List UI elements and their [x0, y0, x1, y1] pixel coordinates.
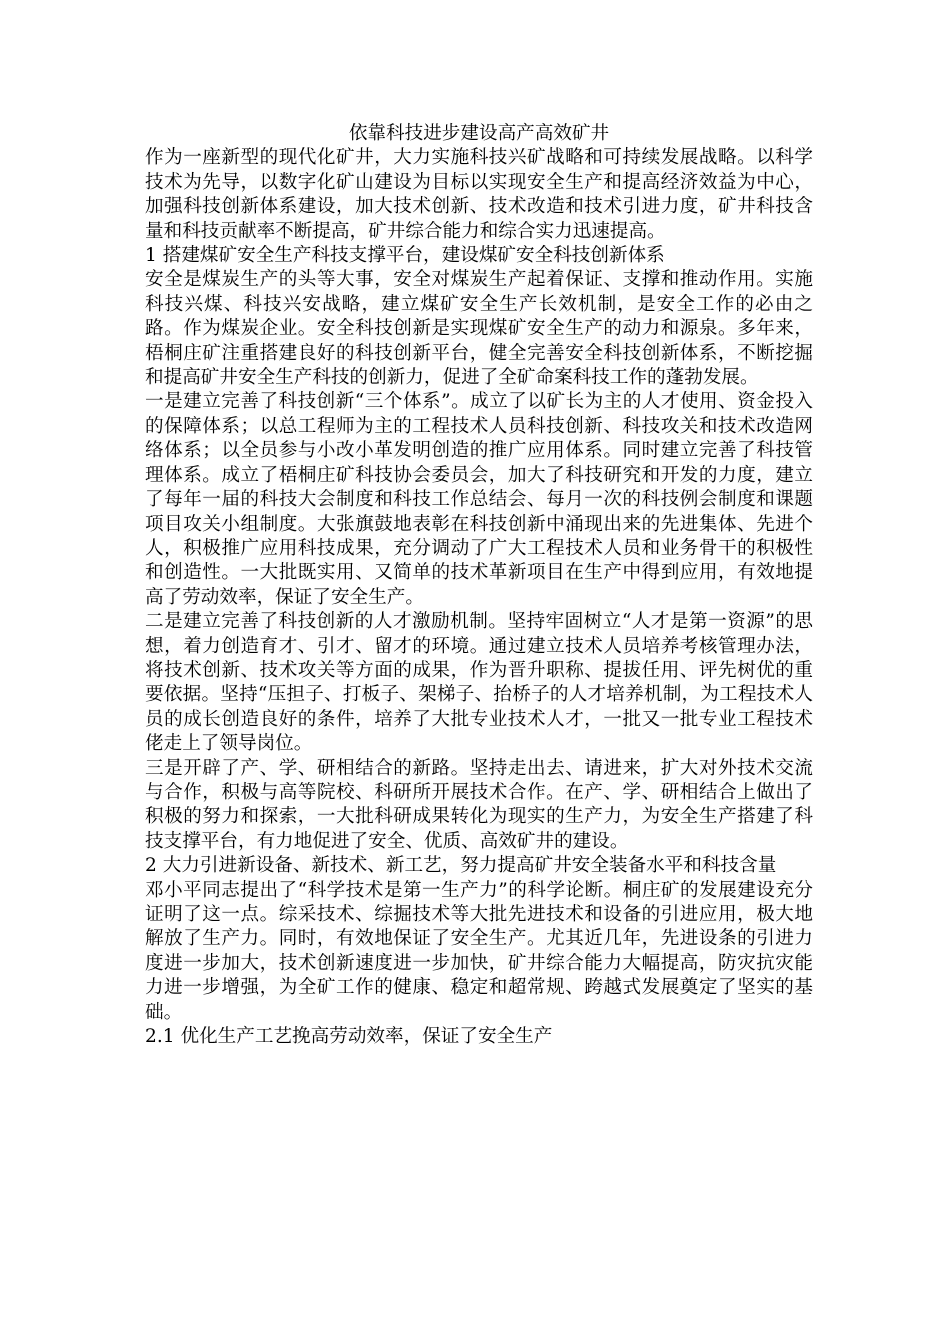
- section-1-heading: 1 搭建煤矿安全生产科技支撑平台，建设煤矿安全科技创新体系: [145, 245, 665, 267]
- section-2-1-heading: 2.1 优化生产工艺挽高劳动效率，保证了安全生产: [145, 1026, 553, 1048]
- section-2-paragraph: 邓小平同志提出了“科学技术是第一生产力”的科学论断。桐庄矿的发展建设充分证明了这一点。综采技术、综掘技术等大批先进技术和设备的引进应用，极大地解放了生产力。同时，有效地保证了安全生产。尤其近几年，先进设条的引进力度进一步加大，技术创新速度进一步加快，矿井综合能力大幅提高，防灾抗灾能力进一步增强，为全矿工作的健康、稳定和超常规、跨越式发展奠定了坚实的基础。: [145, 879, 813, 1023]
- talent-paragraph: 二是建立完善了科技创新的人才激励机制。坚持牢固树立“人才是第一资源”的思想，着力创造育才、引才、留才的环境。通过建立技术人员培养考核管理办法，将技术创新、技术攻关等方面的成果，作为晋升职称、提拔任用、评先树优的重要依据。坚持“压担子、打板子、架梯子、抬桥子的人才培养机制，为工程技术人员的成长创造良好的条件，培养了大批专业技术人才，一批又一批专业工程技术佬走上了领导岗位。: [145, 611, 813, 755]
- intro-paragraph: 作为一座新型的现代化矿井，大力实施科技兴矿战略和可持续发展战略。以科学技术为先导，以数字化矿山建设为目标以实现安全生产和提高经济效益为中心，加强科技创新体系建设，加大技术创新、技术改造和技术引进力度，矿井科技含量和科技贡献率不断提高，矿井综合能力和综合实力迅速提高。: [145, 147, 813, 242]
- system-paragraph: 一是建立完善了科技创新“三个体系”。成立了以矿长为主的人才使用、资金投入的保障体系；以总工程师为主的工程技术人员科技创新、科技攻关和技术改造网络体系；以全员参与小改小革发明创造的推广应用体系。同时建立完善了科技管理体系。成立了梧桐庄矿科技协会委员会，加大了科技研究和开发的力度，建立了每年一届的科技大会制度和科技工作总结会、每月一次的科技例会制度和课题项目攻关小组制度。大张旗鼓地表彰在科技创新中涌现出来的先进集体、先进个人，积极推广应用科技成果，充分调动了广大工程技术人员和业务骨干的积极性和创造性。一大批既实用、又简单的技术革新项目在生产中得到应用，有效地提高了劳动效率，保证了安全生产。: [145, 391, 813, 608]
- section-2-heading: 2 大力引进新设备、新技术、新工艺，努力提高矿井安全装备水平和科技含量: [145, 855, 777, 877]
- document-page: [145, 122, 813, 1049]
- document-title: 依靠科技进步建设高产高效矿井: [348, 123, 610, 144]
- section-1-paragraph: 安全是煤炭生产的头等大事，安全对煤炭生产起着保证、支撑和推动作用。实施科技兴煤、科技兴安战略，建立煤矿安全生产长效机制，是安全工作的必由之路。作为煤炭企业。安全科技创新是实现煤矿安全生产的动力和源泉。多年来，梧桐庄矿注重搭建良好的科技创新平台，健全完善安全科技创新体系，不断挖掘和提高矿井安全生产科技的创新力，促进了全矿命案科技工作的蓬勃发展。: [145, 269, 813, 389]
- research-paragraph: 三是开辟了产、学、研相结合的新路。坚持走出去、请进来，扩大对外技术交流与合作，积极与高等院校、科研所开展技术合作。在产、学、研相结合上做出了积极的努力和探索，一大批科研成果转化为现实的生产力，为安全生产搭建了科技支撑平台，有力地促进了安全、优质、高效矿井的建设。: [145, 757, 813, 852]
